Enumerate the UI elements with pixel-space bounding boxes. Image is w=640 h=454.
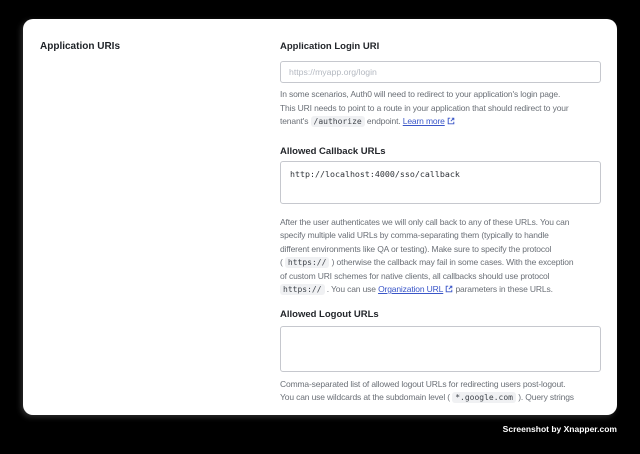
help-text-segment: different environments like QA or testing). Make sure to specify the protocol <box>280 243 552 254</box>
help-line <box>280 256 605 270</box>
application-login-uri-label: Application Login URI <box>280 41 380 52</box>
help-line <box>280 88 605 102</box>
help-text-segment: This URI needs to point to a route in your application that should redirect to your <box>280 102 569 113</box>
watermark-label: Screenshot by Xnapper.com <box>502 424 617 434</box>
help-text-segment: specify multiple valid URLs by comma-separating them (typically to handle <box>280 230 549 240</box>
application-login-uri-input[interactable] <box>280 61 601 83</box>
allowed-callback-urls-label: Allowed Callback URLs <box>280 145 386 157</box>
allowed-logout-urls-label: Allowed Logout URLs <box>280 308 379 320</box>
help-text-segment: In some scenarios, Auth0 will need to redirect to your application's login page. <box>280 89 561 99</box>
settings-card <box>23 19 617 415</box>
help-line <box>280 243 605 257</box>
help-text-segment: Comma-separated list of allowed logout URLs for redirecting users post-logout. <box>280 378 566 389</box>
application-login-uri-help-text <box>280 88 605 129</box>
help-text-segment: . You can use <box>324 284 379 294</box>
help-text-segment: ). Query strings <box>515 392 574 402</box>
allowed-callback-urls-textarea[interactable] <box>280 161 601 204</box>
allowed-callback-urls-help-text <box>280 216 605 297</box>
help-line <box>280 115 605 129</box>
field-group-application-login-uri <box>280 40 605 129</box>
help-text-segment: You can use wildcards at the subdomain level ( <box>280 392 453 402</box>
learn-more-link[interactable]: Learn more <box>402 116 445 126</box>
organization-url-link[interactable]: Organization URL <box>378 284 444 294</box>
help-text-segment: endpoint. <box>364 116 403 126</box>
help-text-segment: ( <box>280 257 285 267</box>
help-line <box>280 216 605 230</box>
external-link-icon <box>447 117 455 125</box>
help-text-segment: tenant's <box>280 116 311 126</box>
field-group-allowed-callback-urls <box>280 145 605 297</box>
help-line <box>280 378 605 392</box>
field-group-allowed-logout-urls <box>280 308 605 405</box>
help-line <box>280 283 605 297</box>
code-chip: https:// <box>280 284 325 295</box>
code-chip: *.google.com <box>452 392 516 403</box>
help-text-segment: ) otherwise the callback may fail in some cases. With the exception <box>329 257 574 267</box>
code-chip: /authorize <box>311 116 365 127</box>
form-column <box>280 19 605 405</box>
help-line <box>280 229 605 243</box>
help-text-segment: of custom URI schemes for native clients, all callbacks should use protocol <box>280 270 550 281</box>
code-chip: https:// <box>285 257 330 268</box>
help-text-segment: After the user authenticates we will only call back to any of these URLs. You can <box>280 216 570 227</box>
help-line <box>280 391 605 405</box>
allowed-logout-urls-help-text <box>280 378 605 405</box>
allowed-logout-urls-textarea[interactable] <box>280 326 601 372</box>
section-heading: Application URIs <box>40 41 121 52</box>
help-line <box>280 102 605 116</box>
help-text-segment: parameters in these URLs. <box>453 284 553 294</box>
help-line <box>280 270 605 284</box>
